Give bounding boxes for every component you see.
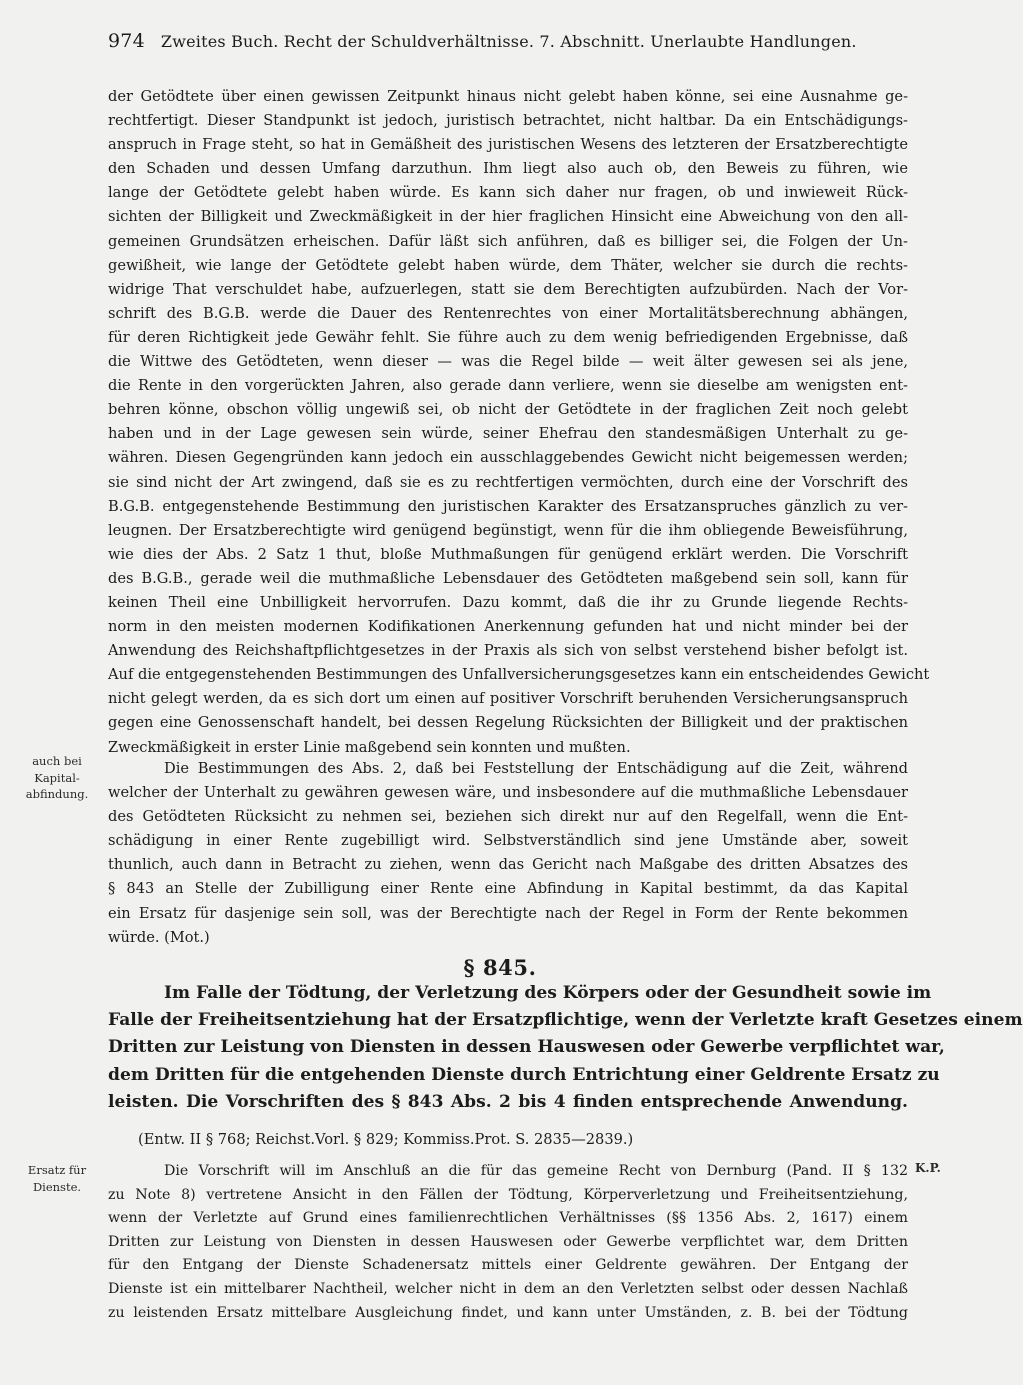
text-line: zu Note 8) vertretene Ansicht in den Fällen der Tödtung, Körperverletzung und Freiheitsentziehung,: [108, 1186, 908, 1203]
text-line: Anwendung des Reichshaftpflichtgesetzes in der Praxis als sich von selbst verstehend bisher befolgt ist.: [108, 642, 908, 660]
text-line: Auf die entgegenstehenden Bestimmungen des Unfallversicherungsgesetzes kann ein entscheidendes Gewicht: [108, 666, 930, 684]
statute-text: [108, 980, 1023, 1116]
text-line: die Wittwe des Getödteten, wenn dieser — was die Regel bilde — weit älter gewesen sei als jene,: [108, 353, 908, 371]
margin-note-kp: K.P.: [915, 1161, 941, 1175]
statute-line: Dritten zur Leistung von Diensten in dessen Hauswesen oder Gewerbe verpflichtet war,: [108, 1037, 945, 1058]
text-line: würde. (Mot.): [108, 928, 210, 946]
page-number: 974: [108, 30, 145, 52]
text-line: gegen eine Genossenschaft handelt, bei dessen Regelung Rücksichten der Billigkeit und der praktischen: [108, 714, 908, 732]
text-line: wie dies der Abs. 2 Satz 1 thut, bloße Muthmaßungen für genügend erklärt werden. Die Vorschrift: [108, 545, 908, 563]
text-line: nicht gelegt werden, da es sich dort um einen auf positiver Vorschrift beruhenden Versicherungsanspruch: [108, 690, 908, 708]
statute-line: Im Falle der Tödtung, der Verletzung des Körpers oder der Gesundheit sowie im: [164, 983, 932, 1003]
text-line: wenn der Verletzte auf Grund eines familienrechtlichen Verhältnisses (§§ 1356 Abs. 2, 1617) einem: [108, 1210, 908, 1227]
text-line: norm in den meisten modernen Kodifikationen Anerkennung gefunden hat und nicht minder bei der: [108, 618, 908, 636]
section-heading: § 845.: [463, 955, 537, 980]
text-line: anspruch in Frage steht, so hat in Gemäßheit des juristischen Wesens des letzteren der Ersatzberechtigte: [108, 136, 908, 154]
text-line: Die Bestimmungen des Abs. 2, daß bei Feststellung der Entschädigung auf die Zeit, während: [164, 760, 908, 777]
text-line: den Schaden und dessen Umfang darzuthun. Ihm liegt also auch ob, den Beweis zu führen, wie: [108, 160, 908, 178]
margin-note-dienste: Ersatz für Dienste.: [27, 1163, 87, 1194]
paragraph-2: [108, 757, 908, 950]
text-line: Die Vorschrift will im Anschluß an die für das gemeine Recht von Dernburg (Pand. II § 132: [164, 1163, 908, 1179]
text-line: der Getödtete über einen gewissen Zeitpunkt hinaus nicht gelebt haben könne, sei eine Ausnahme ge-: [108, 88, 908, 105]
text-line: sie sind nicht der Art zwingend, daß sie es zu rechtfertigen vermöchten, durch eine der Vorschrift des: [108, 473, 908, 491]
statute-line: leisten. Die Vorschriften des § 843 Abs. 2 bis 4 finden entsprechende Anwendung.: [108, 1091, 908, 1112]
text-line: leugnen. Der Ersatzberechtigte wird genügend begünstigt, wenn für die ihm obliegende Beweisführung,: [108, 521, 908, 539]
running-title: Zweites Buch. Recht der Schuldverhältnisse. 7. Abschnitt. Unerlaubte Handlungen.: [160, 32, 857, 51]
text-line: schädigung in einer Rente zugebilligt wird. Selbstverständlich sind jene Umstände aber, soweit: [108, 832, 908, 850]
text-line: sichten der Billigkeit und Zweckmäßigkeit in der hier fraglichen Hinsicht eine Abweichung von den all-: [108, 208, 908, 226]
margin-note-abfindung: auch bei Kapital-abfindung.: [25, 754, 89, 801]
text-line: des Getödteten Rücksicht zu nehmen sei, beziehen sich direkt nur auf den Regelfall, wenn die Ent-: [108, 808, 908, 826]
text-line: Dienste ist ein mittelbarer Nachtheil, welcher nicht in dem an den Verletzten selbst oder dessen Nachlaß: [108, 1280, 908, 1297]
text-line: § 843 an Stelle der Zubilligung einer Rente eine Abfindung in Kapital bestimmt, da das Kapital: [108, 880, 908, 898]
text-line: des B.G.B., gerade weil die muthmaßliche Lebensdauer des Getödteten maßgebend sein soll, kann für: [108, 569, 908, 587]
text-line: für den Entgang der Dienste Schadenersatz mittels einer Geldrente gewähren. Der Entgang der: [108, 1257, 908, 1274]
text-line: behren könne, obschon völlig ungewiß sei, ob nicht der Getödtete in der fraglichen Zeit noch gelebt: [108, 401, 908, 419]
text-line: Zweckmäßigkeit in erster Linie maßgebend sein konnten und mußten.: [108, 738, 631, 756]
text-line: keinen Theil eine Unbilligkeit hervorrufen. Dazu kommt, daß die ihr zu Grunde liegende Rechts-: [108, 593, 908, 611]
paragraph-1: [108, 85, 930, 760]
text-line: die Rente in den vorgerückten Jahren, also gerade dann verliere, wenn sie dieselbe am wenigsten ent-: [108, 377, 908, 395]
legislative-references: (Entw. II § 768; Reichst.Vorl. § 829; Kommiss.Prot. S. 2835—2839.): [138, 1131, 634, 1148]
text-line: rechtfertigt. Dieser Standpunkt ist jedoch, juristisch betrachtet, nicht haltbar. Da ein Entschädigungs-: [108, 112, 908, 130]
text-line: zu leistenden Ersatz mittelbare Ausgleichung findet, und kann unter Umständen, z. B. bei der Tödtung: [108, 1304, 908, 1321]
statute-line: dem Dritten für die entgehenden Dienste durch Entrichtung einer Geldrente Ersatz zu: [108, 1064, 940, 1085]
text-line: Dritten zur Leistung von Diensten in dessen Hauswesen oder Gewerbe verpflichtet war, dem Dritten: [108, 1233, 908, 1250]
text-line: haben und in der Lage gewesen sein würde, seiner Ehefrau den standesmäßigen Unterhalt zu ge-: [108, 425, 908, 443]
text-line: widrige That verschuldet habe, aufzuerlegen, statt sie dem Berechtigten aufzubürden. Nach der Vor-: [108, 280, 908, 298]
text-line: gewißheit, wie lange der Getödtete gelebt haben würde, dem Thäter, welcher sie durch die rechts-: [108, 256, 908, 274]
paragraph-3: [108, 1160, 908, 1325]
text-line: schrift des B.G.B. werde die Dauer des Rentenrechtes von einer Mortalitätsberechnung abhängen,: [108, 304, 908, 322]
text-line: währen. Diesen Gegengründen kann jedoch ein ausschlaggebendes Gewicht nicht beigemessen werden;: [108, 449, 908, 467]
text-line: welcher der Unterhalt zu gewähren gewesen wäre, und insbesondere auf die muthmaßliche Lebensdauer: [108, 784, 908, 802]
statute-line: Falle der Freiheitsentziehung hat der Ersatzpflichtige, wenn der Verletzte kraft Gesetzes einem: [108, 1010, 1023, 1031]
text-line: lange der Getödtete gelebt haben würde. Es kann sich daher nur fragen, ob und inwieweit Rück-: [108, 184, 908, 202]
running-head: [108, 30, 908, 52]
text-line: thunlich, auch dann in Betracht zu ziehen, wenn das Gericht nach Maßgabe des dritten Absatzes des: [108, 856, 908, 874]
text-line: für deren Richtigkeit jede Gewähr fehlt. Sie führe auch zu dem wenig befriedigenden Ergebnisse, daß: [108, 328, 908, 346]
text-line: B.G.B. entgegenstehende Bestimmung den juristischen Karakter des Ersatzanspruches gänzlich zu ver-: [108, 497, 908, 515]
text-line: gemeinen Grundsätzen erheischen. Dafür läßt sich anführen, daß es billiger sei, die Folgen der Un-: [108, 232, 908, 250]
text-line: ein Ersatz für dasjenige sein soll, was der Berechtigte nach der Regel in Form der Rente bekommen: [108, 904, 908, 922]
